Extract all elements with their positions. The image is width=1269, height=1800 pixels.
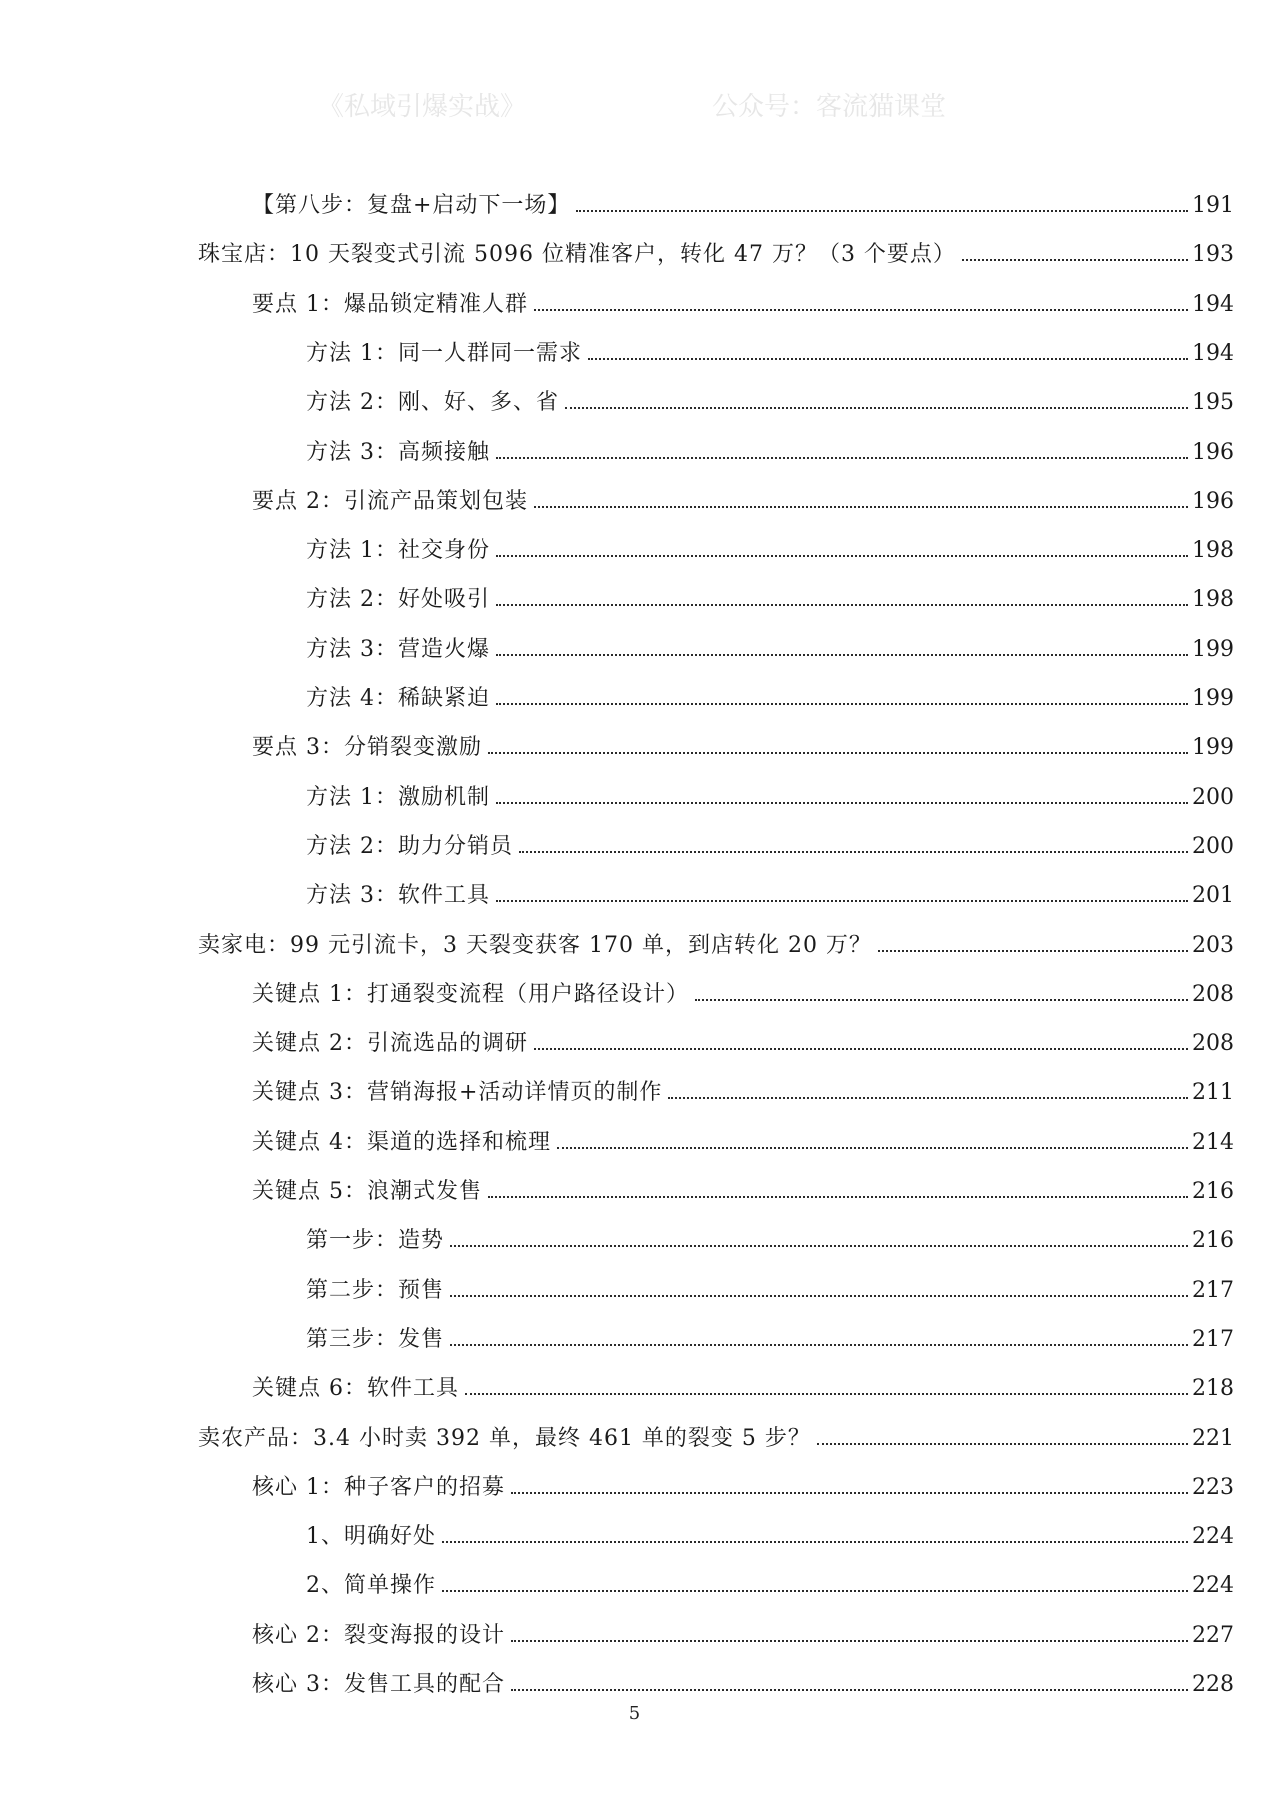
toc-leader-dots <box>588 358 1188 360</box>
toc-entry-title: 核心 1：种子客户的招募 <box>252 1475 505 1500</box>
toc-leader-dots <box>534 1048 1188 1050</box>
toc-entry-page: 208 <box>1192 982 1234 1007</box>
toc-entry-title: 第三步：发售 <box>306 1327 445 1352</box>
toc-entry-title: 关键点 5：浪潮式发售 <box>252 1179 482 1204</box>
toc-leader-dots <box>534 506 1188 508</box>
toc-entry-title: 卖农产品：3.4 小时卖 392 单，最终 461 单的裂变 5 步？ <box>198 1426 811 1451</box>
toc-entry-title: 第一步：造势 <box>306 1228 445 1253</box>
toc-entry[interactable] <box>252 1656 1234 1696</box>
toc-entry-title: 第二步：预售 <box>306 1278 445 1303</box>
watermark-account: 公众号：客流猫课堂 <box>712 92 947 122</box>
toc-entry-title: 核心 2：裂变海报的设计 <box>252 1623 505 1648</box>
toc-entry[interactable] <box>306 325 1234 365</box>
toc-entry-page: 198 <box>1192 587 1234 612</box>
toc-entry[interactable] <box>198 226 1234 266</box>
toc-leader-dots <box>496 457 1188 459</box>
toc-entry-title: 方法 1：同一人群同一需求 <box>306 341 582 366</box>
toc-leader-dots <box>817 1443 1188 1445</box>
toc-leader-dots <box>496 654 1188 656</box>
toc-entry-page: 216 <box>1192 1179 1234 1204</box>
toc-entry-page: 198 <box>1192 538 1234 563</box>
toc-leader-dots <box>450 1245 1188 1247</box>
toc-entry[interactable] <box>306 1508 1234 1548</box>
toc-entry-title: 方法 4：稀缺紧迫 <box>306 686 490 711</box>
toc-entry[interactable] <box>252 1163 1234 1203</box>
toc-leader-dots <box>962 259 1188 261</box>
toc-entry-title: 关键点 4：渠道的选择和梳理 <box>252 1130 551 1155</box>
toc-entry-title: 要点 2：引流产品策划包装 <box>252 489 528 514</box>
toc-entry[interactable] <box>252 1360 1234 1400</box>
toc-entry-page: 193 <box>1192 242 1234 267</box>
toc-leader-dots <box>442 1541 1188 1543</box>
toc-entry-page: 196 <box>1192 440 1234 465</box>
toc-entry-page: 191 <box>1192 193 1234 218</box>
toc-entry-page: 223 <box>1192 1475 1234 1500</box>
toc-leader-dots <box>496 555 1188 557</box>
toc-entry-title: 1、明确好处 <box>306 1524 436 1549</box>
toc-entry-title: 关键点 3：营销海报+活动详情页的制作 <box>252 1080 663 1105</box>
header-watermark <box>0 86 1269 126</box>
toc-entry-page: 217 <box>1192 1278 1234 1303</box>
toc-entry-title: 方法 3：软件工具 <box>306 883 490 908</box>
toc-entry[interactable] <box>306 867 1234 907</box>
toc-entry-page: 227 <box>1192 1623 1234 1648</box>
toc-entry-page: 194 <box>1192 292 1234 317</box>
toc-entry[interactable] <box>306 571 1234 611</box>
toc-entry[interactable] <box>252 1114 1234 1154</box>
toc-entry-title: 方法 2：助力分销员 <box>306 834 513 859</box>
toc-entry-page: 199 <box>1192 735 1234 760</box>
toc-entry-page: 224 <box>1192 1524 1234 1549</box>
toc-entry-page: 218 <box>1192 1376 1234 1401</box>
toc-entry[interactable] <box>252 1064 1234 1104</box>
toc-entry[interactable] <box>252 1459 1234 1499</box>
toc-entry-page: 211 <box>1192 1080 1234 1105</box>
toc-leader-dots <box>496 604 1188 606</box>
toc-entry-title: 关键点 1：打通裂变流程（用户路径设计） <box>252 982 689 1007</box>
toc-entry-title: 方法 3：高频接触 <box>306 440 490 465</box>
toc-entry-page: 194 <box>1192 341 1234 366</box>
toc-entry-page: 201 <box>1192 883 1234 908</box>
toc-entry-page: 196 <box>1192 489 1234 514</box>
toc-entry-title: 要点 3：分销裂变激励 <box>252 735 482 760</box>
toc-leader-dots <box>488 1196 1188 1198</box>
toc-entry-page: 216 <box>1192 1228 1234 1253</box>
page-number: 5 <box>628 1703 641 1724</box>
toc-entry[interactable] <box>252 719 1234 759</box>
toc-leader-dots <box>565 407 1188 409</box>
toc-entry-page: 199 <box>1192 637 1234 662</box>
toc-leader-dots <box>557 1147 1188 1149</box>
toc-entry-page: 224 <box>1192 1573 1234 1598</box>
toc-entry[interactable] <box>252 966 1234 1006</box>
toc-leader-dots <box>450 1295 1188 1297</box>
toc-entry[interactable] <box>306 769 1234 809</box>
toc-leader-dots <box>450 1344 1188 1346</box>
toc-entry-title: 珠宝店：10 天裂变式引流 5096 位精准客户，转化 47 万？（3 个要点） <box>198 242 956 267</box>
toc-entry-title: 卖家电：99 元引流卡，3 天裂变获客 170 单，到店转化 20 万？ <box>198 933 872 958</box>
toc-entry[interactable] <box>306 818 1234 858</box>
toc-entry-page: 214 <box>1192 1130 1234 1155</box>
toc-leader-dots <box>465 1393 1188 1395</box>
toc-leader-dots <box>496 900 1188 902</box>
toc-entry[interactable] <box>252 1015 1234 1055</box>
toc-entry-page: 228 <box>1192 1672 1234 1697</box>
toc-entry-page: 195 <box>1192 390 1234 415</box>
toc-entry-title: 方法 3：营造火爆 <box>306 637 490 662</box>
toc-entry[interactable] <box>306 1311 1234 1351</box>
toc-entry-title: 方法 1：社交身份 <box>306 538 490 563</box>
toc-leader-dots <box>668 1097 1188 1099</box>
toc-entry-title: 要点 1：爆品锁定精准人群 <box>252 292 528 317</box>
toc-entry-title: 关键点 6：软件工具 <box>252 1376 459 1401</box>
toc-leader-dots <box>511 1689 1188 1691</box>
toc-entry-title: 核心 3：发售工具的配合 <box>252 1672 505 1697</box>
toc-entry-title: 方法 1：激励机制 <box>306 785 490 810</box>
toc-entry[interactable] <box>306 424 1234 464</box>
toc-entry[interactable] <box>252 473 1234 513</box>
toc-entry[interactable] <box>306 621 1234 661</box>
toc-leader-dots <box>519 851 1188 853</box>
toc-entry-page: 208 <box>1192 1031 1234 1056</box>
toc-leader-dots <box>488 752 1188 754</box>
toc-leader-dots <box>496 802 1188 804</box>
toc-leader-dots <box>534 309 1188 311</box>
toc-leader-dots <box>511 1492 1188 1494</box>
toc-leader-dots <box>496 703 1188 705</box>
toc-entry[interactable] <box>252 1607 1234 1647</box>
toc-entry[interactable] <box>306 670 1234 710</box>
toc-entry[interactable] <box>306 1212 1234 1252</box>
toc-entry-title: 方法 2：好处吸引 <box>306 587 490 612</box>
toc-entry-page: 221 <box>1192 1426 1234 1451</box>
toc-entry-page: 199 <box>1192 686 1234 711</box>
toc-entry-title: 2、简单操作 <box>306 1573 436 1598</box>
toc-entry-page: 217 <box>1192 1327 1234 1352</box>
watermark-book-title: 《私域引爆实战》 <box>318 92 527 122</box>
toc-entry[interactable] <box>252 276 1234 316</box>
toc-entry-page: 200 <box>1192 834 1234 859</box>
toc-entry-page: 200 <box>1192 785 1234 810</box>
toc-leader-dots <box>878 950 1188 952</box>
toc-entry[interactable] <box>306 1262 1234 1302</box>
toc-entry[interactable] <box>306 522 1234 562</box>
toc-entry-page: 203 <box>1192 933 1234 958</box>
toc-leader-dots <box>695 999 1188 1001</box>
toc-entry-title: 【第八步：复盘+启动下一场】 <box>252 193 571 218</box>
toc-entry-title: 方法 2：刚、好、多、省 <box>306 390 559 415</box>
toc-entry[interactable] <box>306 1557 1234 1597</box>
toc-entry-title: 关键点 2：引流选品的调研 <box>252 1031 528 1056</box>
toc-leader-dots <box>511 1640 1188 1642</box>
toc-entry[interactable] <box>306 374 1234 414</box>
toc-entry[interactable] <box>198 917 1234 957</box>
toc-leader-dots <box>576 210 1188 212</box>
toc-entry[interactable] <box>252 177 1234 217</box>
toc-leader-dots <box>442 1590 1188 1592</box>
toc-entry[interactable] <box>198 1410 1234 1450</box>
